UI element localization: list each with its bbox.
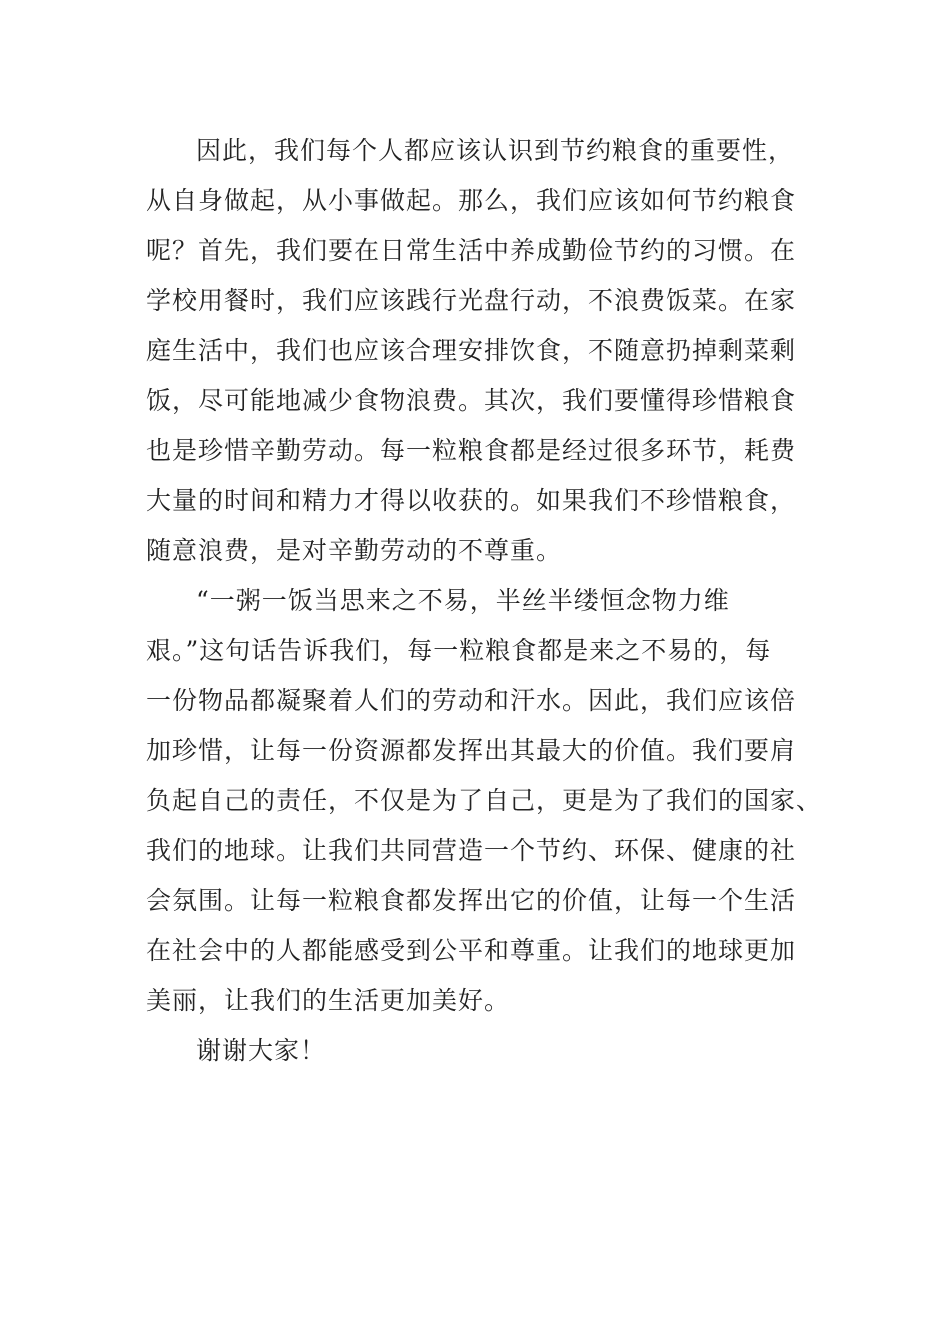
paragraph-line: 从自身做起，从小事做起。那么，我们应该如何节约粮食 <box>146 186 797 215</box>
paragraph-line: 加珍惜，让每一份资源都发挥出其最大的价值。我们要肩 <box>146 736 797 765</box>
paragraph-line: 负起自己的责任，不仅是为了自己，更是为了我们的国家、 <box>146 786 823 815</box>
paragraph-line: 艰。”这句话告诉我们，每一粒粮食都是来之不易的，每 <box>146 636 772 665</box>
paragraph-line: 呢？首先，我们要在日常生活中养成勤俭节约的习惯。在 <box>146 236 797 265</box>
paragraph-line: 美丽，让我们的生活更加美好。 <box>146 986 511 1015</box>
closing-line: 谢谢大家！ <box>196 1036 327 1065</box>
paragraph-line: 大量的时间和精力才得以收获的。如果我们不珍惜粮食， <box>146 486 797 515</box>
paragraph-line: 在社会中的人都能感受到公平和尊重。让我们的地球更加 <box>146 936 797 965</box>
paragraph-line: 因此，我们每个人都应该认识到节约粮食的重要性， <box>196 136 795 165</box>
paragraph-closing <box>146 1026 806 1076</box>
paragraph-line: 一份物品都凝聚着人们的劳动和汗水。因此，我们应该倍 <box>146 686 797 715</box>
paragraph-line: 饭，尽可能地减少食物浪费。其次，我们要懂得珍惜粮食 <box>146 386 797 415</box>
paragraph-line: 学校用餐时，我们应该践行光盘行动，不浪费饭菜。在家 <box>146 286 797 315</box>
document-body <box>146 126 823 1076</box>
paragraph-line: 会氛围。让每一粒粮食都发挥出它的价值，让每一个生活 <box>146 886 797 915</box>
paragraph-line: 也是珍惜辛勤劳动。每一粒粮食都是经过很多环节，耗费 <box>146 436 797 465</box>
paragraph-line: “一粥一饭当思来之不易，半丝半缕恒念物力维 <box>196 586 730 615</box>
paragraph-conserving-food <box>146 126 806 576</box>
paragraph-line: 随意浪费，是对辛勤劳动的不尊重。 <box>146 536 563 565</box>
paragraph-line: 庭生活中，我们也应该合理安排饮食，不随意扔掉剩菜剩 <box>146 336 797 365</box>
paragraph-line: 我们的地球。让我们共同营造一个节约、环保、健康的社 <box>146 836 797 865</box>
paragraph-quote <box>146 576 823 1026</box>
